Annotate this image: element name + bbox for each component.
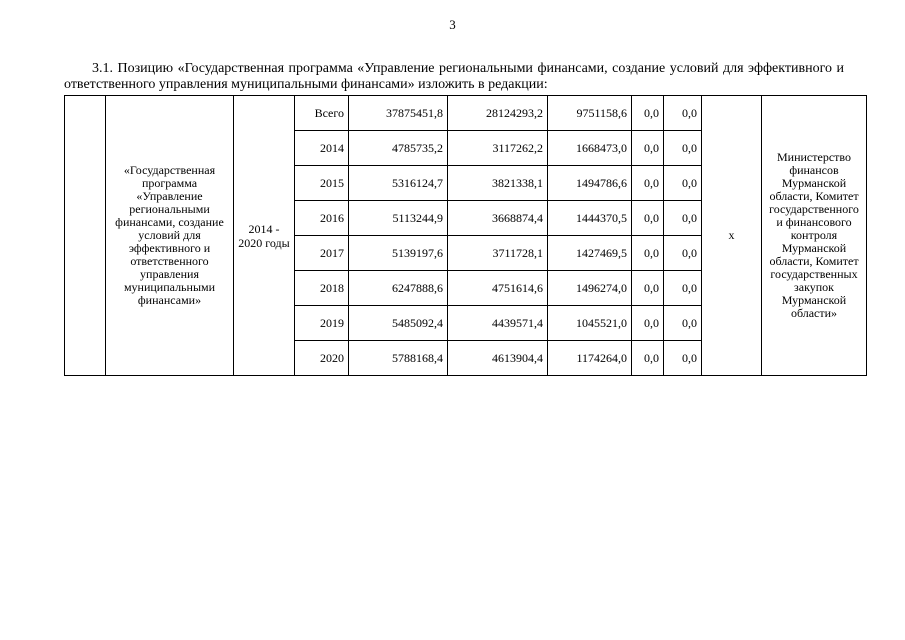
federal-cell: 1668473,0 <box>548 131 632 166</box>
regional-cell: 28124293,2 <box>448 96 548 131</box>
other-cell: 0,0 <box>664 96 702 131</box>
year-cell: 2019 <box>295 306 349 341</box>
federal-cell: 1444370,5 <box>548 201 632 236</box>
federal-cell: 1496274,0 <box>548 271 632 306</box>
page-number: 3 <box>449 17 456 32</box>
local-cell: 0,0 <box>632 166 664 201</box>
local-cell: 0,0 <box>632 306 664 341</box>
regional-cell: 4751614,6 <box>448 271 548 306</box>
regional-cell: 4439571,4 <box>448 306 548 341</box>
local-cell: 0,0 <box>632 341 664 376</box>
federal-cell: 1494786,6 <box>548 166 632 201</box>
table-row <box>65 96 867 131</box>
year-cell: Всего <box>295 96 349 131</box>
total-cell: 5113244,9 <box>349 201 448 236</box>
program-name-cell: «Государственная программа «Управление региональными финансами, создание условий для эффективного и ответственного управления муниципальными финансами» <box>106 96 234 376</box>
total-cell: 5788168,4 <box>349 341 448 376</box>
program-period-cell: 2014 - 2020 годы <box>234 96 295 376</box>
indicator-cell: х <box>702 96 762 376</box>
other-cell: 0,0 <box>664 236 702 271</box>
local-cell: 0,0 <box>632 236 664 271</box>
program-table <box>64 95 867 376</box>
other-cell: 0,0 <box>664 166 702 201</box>
year-cell: 2015 <box>295 166 349 201</box>
total-cell: 5139197,6 <box>349 236 448 271</box>
year-cell: 2016 <box>295 201 349 236</box>
other-cell: 0,0 <box>664 341 702 376</box>
other-cell: 0,0 <box>664 306 702 341</box>
total-cell: 6247888,6 <box>349 271 448 306</box>
federal-cell: 9751158,6 <box>548 96 632 131</box>
year-cell: 2018 <box>295 271 349 306</box>
regional-cell: 3668874,4 <box>448 201 548 236</box>
regional-cell: 3821338,1 <box>448 166 548 201</box>
regional-cell: 3711728,1 <box>448 236 548 271</box>
total-cell: 5316124,7 <box>349 166 448 201</box>
federal-cell: 1174264,0 <box>548 341 632 376</box>
total-cell: 37875451,8 <box>349 96 448 131</box>
other-cell: 0,0 <box>664 271 702 306</box>
total-cell: 5485092,4 <box>349 306 448 341</box>
amendment-paragraph: 3.1. Позицию «Государственная программа «Управление региональными финансами, создание условий для эффективного и ответственного управления муниципальными финансами» изложить в редакции: <box>64 61 844 92</box>
row-number-cell <box>65 96 106 376</box>
regional-cell: 3117262,2 <box>448 131 548 166</box>
year-cell: 2017 <box>295 236 349 271</box>
local-cell: 0,0 <box>632 201 664 236</box>
local-cell: 0,0 <box>632 96 664 131</box>
other-cell: 0,0 <box>664 131 702 166</box>
regional-cell: 4613904,4 <box>448 341 548 376</box>
federal-cell: 1427469,5 <box>548 236 632 271</box>
responsible-cell: Министерство финансов Мурманской области, Комитет государственного и финансового контроля Мурманской области, Комитет государственных закупок Мурманской области» <box>762 96 867 376</box>
total-cell: 4785735,2 <box>349 131 448 166</box>
local-cell: 0,0 <box>632 271 664 306</box>
year-cell: 2020 <box>295 341 349 376</box>
federal-cell: 1045521,0 <box>548 306 632 341</box>
other-cell: 0,0 <box>664 201 702 236</box>
local-cell: 0,0 <box>632 131 664 166</box>
year-cell: 2014 <box>295 131 349 166</box>
